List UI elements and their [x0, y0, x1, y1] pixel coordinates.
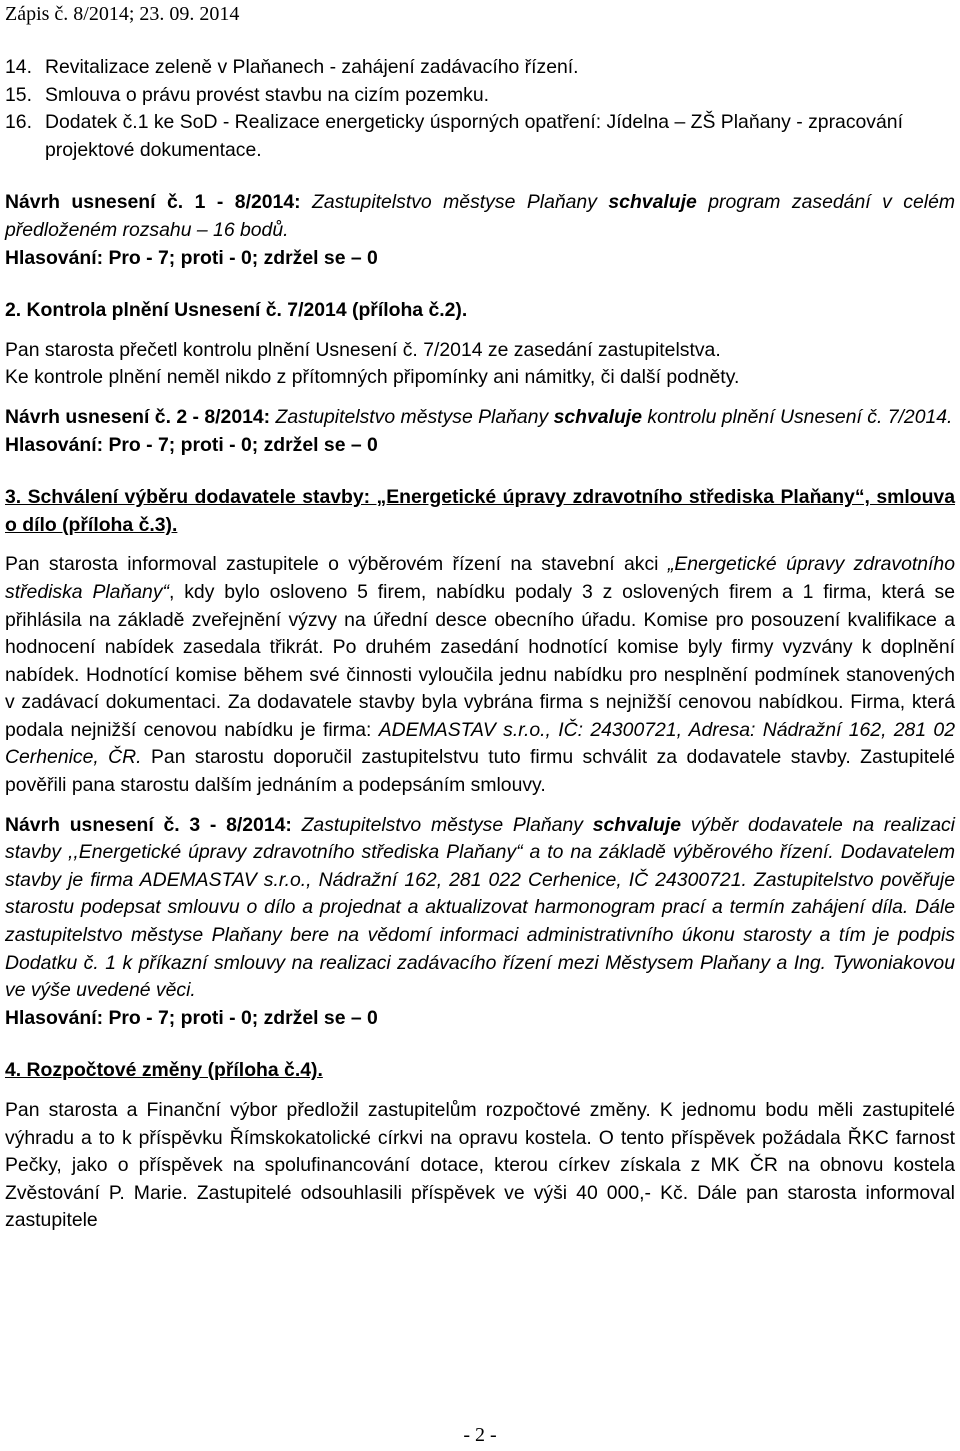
program-item-text: Dodatek č.1 ke SoD - Realizace energeticky úsporných opatření: Jídelna – ZŠ Plaňany - zpracování projektové dokumentace. [45, 111, 903, 161]
program-item [5, 54, 955, 82]
resolution-verb: schvaluje [592, 813, 682, 836]
paragraph-text: , kdy bylo osloveno 5 firem, nabídku podaly 3 z oslovených firem a 1 firma, která se přihlásila na základě zveřejnění výzvy na úřední desce obecního úřadu. Komise pro posouzení kvalifikace a hodnocení nabídek zasedala třikrát. Po druhém zasedání hodnotící komise byly firmy vyzvány k doplnění nabídek. Hodnotící komise během své činnosti vyloučila jednu nabídku pro nesplnění podmínek stanovených v zadávací dokumentaci. Za dodavatele stavby byla vybrána firma s nejnižší cenovou nabídkou. Firma, která podala nejnižší cenovou nabídku je firma: [5, 580, 955, 741]
section-4-paragraph: Pan starosta a Finanční výbor předložil zastupitelům rozpočtové změny. K jednomu bodu měli zastupitelé výhradu a to k příspěvku Římskokatolické církvi na opravu kostela. O tento příspěvek požádala ŘKC farnost Pečky, jako o příspěvek na spolufinancování dotace, kterou církev získala z MK ČR na obnovu kostela Zvěstování P. Marie. Zastupitelé odsouhlasili příspěvek ve výši 40 000,- Kč. Dále pan starosta informoval zastupitele [5, 1099, 955, 1232]
document-body [5, 54, 955, 1235]
paragraph-text: Pan starostu doporučil zastupitelstvu tuto firmu schválit za dodavatele stavby. Zastupitelé pověřili pana starostu dalším jednáním a podepsáním smlouvy. [5, 746, 955, 797]
resolution-label: Návrh usnesení č. 3 - 8/2014: [5, 813, 292, 836]
resolution-verb: schvaluje [553, 405, 642, 428]
vote-result: Hlasování: Pro - 7; proti - 0; zdržel se – 0 [5, 246, 378, 269]
paragraph-project-name: „Energetické úpravy zdravotního střediska Plaňany“ [5, 553, 955, 603]
section-heading-4: 4. Rozpočtové změny (příloha č.4). [5, 1059, 323, 1082]
resolution-text: Zastupitelstvo městyse Plaňany [291, 813, 593, 836]
resolution-text: program zasedání v celém předloženém rozsahu – 16 bodů. [5, 191, 956, 241]
document-header: Zápis č. 8/2014; 23. 09. 2014 [5, 3, 240, 25]
paragraph-text: Pan starosta informoval zastupitele o výběrovém řízení na stavební akci [5, 553, 668, 576]
vote-result: Hlasování: Pro - 7; proti - 0; zdržel se – 0 [5, 1006, 378, 1029]
section-heading-2: 2. Kontrola plnění Usnesení č. 7/2014 (příloha č.2). [5, 299, 468, 322]
resolution-label: Návrh usnesení č. 2 - 8/2014: [5, 405, 271, 428]
vote-result: Hlasování: Pro - 7; proti - 0; zdržel se – 0 [5, 433, 378, 456]
program-item-number: 16. [5, 111, 32, 134]
resolution-1 [5, 189, 955, 244]
paragraph-company-details: ADEMASTAV s.r.o., IČ: 24300721, Adresa: Nádražní 162, 281 02 Cerhenice, ČR. [5, 718, 956, 769]
program-item-text: Smlouva o právu provést stavbu na cizím pozemku. [45, 83, 490, 106]
resolution-verb: schvaluje [608, 191, 697, 214]
resolution-2 [5, 404, 955, 432]
resolution-label: Návrh usnesení č. 1 - 8/2014: [5, 191, 301, 214]
section-heading-3: 3. Schválení výběru dodavatele stavby: „Energetické úpravy zdravotního střediska Plaňany“, smlouva o dílo (příloha č.3). [5, 486, 955, 536]
resolution-text: výběr dodavatele na realizaci stavby ,,Energetické úpravy zdravotního střediska Plaňany“ a to na základě výběrového řízení. Dodavatelem stavby je firma ADEMASTAV s.r.o., Nádražní 162, 281 022 Cerhenice, IČ 24300721. Zastupitelstvo pověřuje starostu podepsat smlouvu o dílo a projednat a aktualizovat harmonogram prací a termín zahájení díla. Dále zastupitelstvo městyse Plaňany bere na vědomí informaci administrativního úkonu starosty a tím je podpis Dodatku č. 1 k příkazní smlouvy na realizaci zadávacího řízení mezi Městysem Plaňany a Ing. Tywoniakovou ve výše uvedené věci. [5, 813, 955, 1002]
program-item-text: Revitalizace zeleně v Plaňanech - zahájení zadávacího řízení. [45, 56, 579, 78]
section-3-paragraph [5, 551, 955, 799]
resolution-text: kontrolu plnění Usnesení č. 7/2014. [641, 405, 953, 428]
program-item-number: 15. [5, 83, 32, 106]
program-item [5, 82, 955, 110]
section-2-paragraph: Pan starosta přečetl kontrolu plnění Usnesení č. 7/2014 ze zasedání zastupitelstva. [5, 338, 721, 361]
program-item [5, 109, 955, 164]
resolution-text: Zastupitelstvo městyse Plaňany [300, 191, 609, 214]
resolution-3 [5, 812, 955, 1005]
resolution-text: Zastupitelstvo městyse Plaňany [270, 405, 554, 428]
page-number: - 2 - [463, 1424, 497, 1446]
program-item-number: 14. [5, 56, 32, 78]
section-2-paragraph: Ke kontrole plnění neměl nikdo z přítomných připomínky ani námitky, či další podněty. [5, 366, 740, 389]
